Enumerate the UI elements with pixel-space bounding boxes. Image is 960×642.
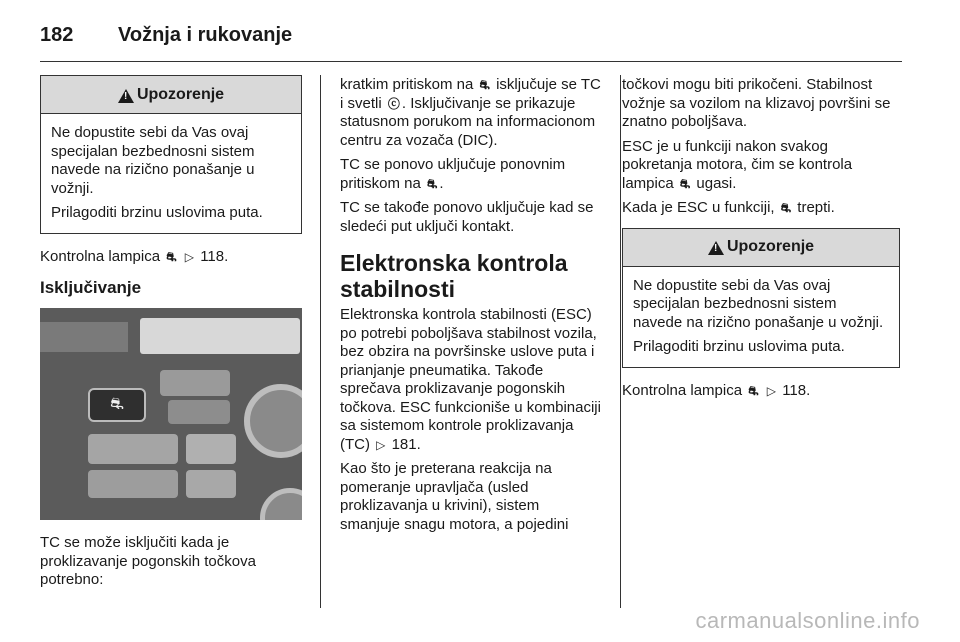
section-heading: Elektronska kontrola stabilnosti	[340, 250, 568, 302]
column-2	[340, 76, 602, 540]
page-ref-arrow-icon: ▷	[766, 383, 777, 398]
esc-lamp-icon: ⛐	[780, 201, 792, 215]
warning-title: Upozorenje	[136, 85, 225, 103]
column-divider	[620, 75, 621, 608]
body-text: točkovi mogu biti prikočeni. Stabilnost vožnje sa vozilom na klizavoj površini se znatno poboljšava.	[622, 76, 891, 130]
lamp-reference: Kontrolna lampica ⛐ ▷ 118.	[40, 247, 229, 265]
column-3	[622, 76, 902, 406]
dashboard-photo	[40, 308, 302, 520]
esc-lamp-icon: ⛐	[479, 78, 490, 92]
warning-body	[623, 267, 899, 367]
body-text: Kada je ESC u funkciji, ⛐ trepti.	[622, 199, 835, 216]
warning-text: Ne dopustite sebi da Vas ovaj specijalan bezbednosni sistem navede na rizično ponašanje u vožnji.	[633, 276, 884, 331]
esc-button-icon: ⛐	[88, 388, 146, 422]
warning-header	[41, 76, 301, 114]
body-text: Kao što je preterana reakcija na pomeranje upravljača (usled proklizavanja u krivini), sistem smanjuje snagu motora, a pojedini	[340, 460, 569, 533]
page-ref-arrow-icon: ▷	[184, 249, 195, 264]
column-divider	[320, 75, 321, 608]
column-1	[40, 75, 302, 596]
body-text: Elektronska kontrola stabilnosti (ESC) po potrebi poboljšava stabilnost vozila, bez obzira na površinske uslove puta i prianjanje pneumatika. Takođe sprečava proklizavanje pogonskih točkova. ESC funkcioniše u kombinaciji sa sistemom kontrole proklizavanja (TC) ▷ 181.	[340, 306, 601, 453]
section-heading: Isključivanje	[40, 278, 142, 297]
tc-off-icon: ⓒ	[387, 96, 400, 111]
warning-box	[40, 75, 302, 234]
esc-lamp-icon: ⛐	[166, 249, 177, 264]
watermark: carmanualsonline.info	[695, 608, 920, 633]
warning-header	[623, 229, 899, 267]
body-text: TC se takođe ponovo uključuje kad se sledeći put uključi kontakt.	[340, 199, 594, 235]
esc-lamp-icon: ⛐	[748, 383, 759, 398]
warning-body	[41, 114, 301, 233]
page-link[interactable]: 118.	[782, 381, 811, 399]
page-header	[40, 18, 902, 62]
body-text: ESC je u funkciji nakon svakog pokretanja motora, čim se kontrola lampica ⛐ ugasi.	[622, 137, 853, 192]
chapter-title: Vožnja i rukovanje	[118, 24, 293, 46]
warning-text: Prilagoditi brzinu uslovima puta.	[633, 338, 845, 355]
page-link[interactable]: 118.	[200, 247, 229, 265]
warning-text: Prilagoditi brzinu uslovima puta.	[51, 204, 263, 221]
warning-text: Ne dopustite sebi da Vas ovaj specijalan bezbednosni sistem navede na rizično ponašanje u vožnji.	[51, 124, 255, 197]
body-text: TC se ponovo uključuje ponovnim pritiskom na ⛐ .	[340, 156, 566, 192]
esc-lamp-icon: ⛐	[427, 176, 438, 191]
warning-box	[622, 228, 900, 368]
body-text: kratkim pritiskom na ⛐ isključuje se TC i svetli ⓒ . Isključivanje se prikazuje statusnom porukom na informacionom centru za vozača (DIC).	[340, 76, 601, 149]
lamp-reference: Kontrolna lampica ⛐ ▷ 118.	[622, 381, 811, 399]
warning-triangle-icon	[708, 241, 724, 255]
page-ref-arrow-icon: ▷	[376, 437, 386, 452]
warning-triangle-icon	[118, 89, 134, 103]
warning-title: Upozorenje	[726, 238, 815, 255]
page-number: 182	[40, 24, 74, 46]
page-link[interactable]: 181.	[391, 435, 421, 453]
esc-lamp-icon: ⛐	[679, 176, 691, 191]
body-text: TC se može isključiti kada je proklizavanje pogonskih točkova potrebno:	[40, 534, 256, 588]
